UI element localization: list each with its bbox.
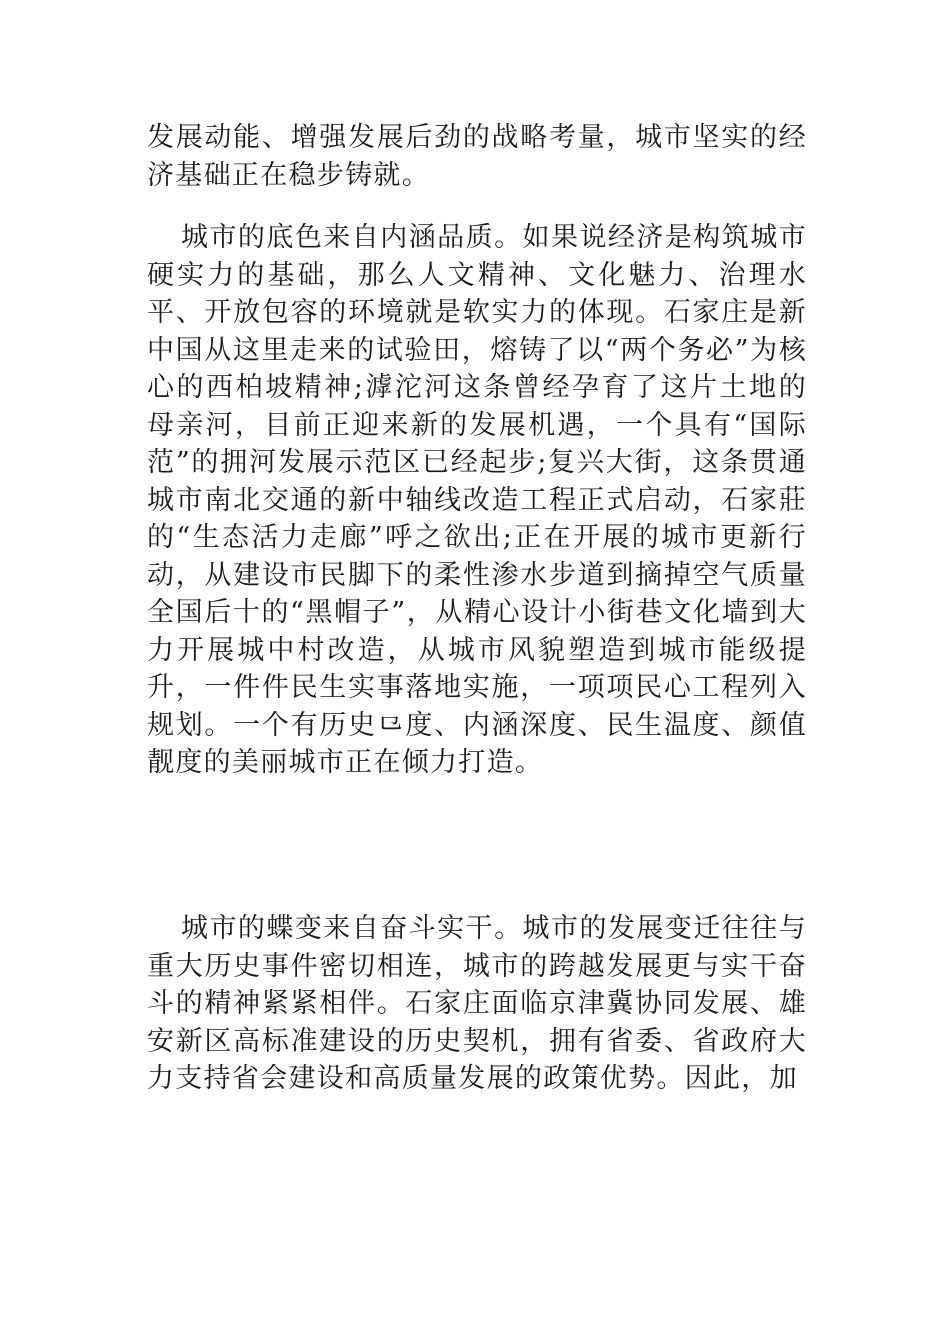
- paragraph-city-character: 城市的底色来自内涵品质。如果说经济是构筑城市硬实力的基础，那么人文精神、文化魅力、治理水平、开放包容的环境就是软实力的体现。石家庄是新中国从这里走来的试验田，熔铸了以“两个务必”为核心的西柏坡精神;滹沱河这条曾经孕育了这片土地的母亲河，目前正迎来新的发展机遇，一个具有“国际范”的拥河发展示范区已经起步;复兴大街，这条贯通城市南北交通的新中轴线改造工程正式启动，石家莊的“生态活力走廊”呼之欲出;正在开展的城市更新行动，从建设市民脚下的柔性渗水步道到摘掉空气质量全国后十的“黑帽子”，从精心设计小街巷文化墙到大力开展城中村改造，从城市风貌塑造到城市能级提升，一件件民生实事落地实施，一项项民心工程列入规划。一个有历史⺋度、内涵深度、民生温度、颜值靓度的美丽城市正在倾力打造。: [147, 222, 807, 778]
- paragraph-economic-foundation: 发展动能、增强发展后劲的战略考量，城市坚实的经济基础正在稳步铸就。: [147, 122, 807, 191]
- paragraph-city-transformation: 城市的蝶变来自奋斗实干。城市的发展变迁往往与重大历史事件密切相连，城市的跨越发展更与实干奋斗的精神紧紧相伴。石家庄面临京津冀协同发展、雄安新区高标准建设的历史契机，拥有省委、省政府大力支持省会建设和高质量发展的政策优势。因此，加: [147, 913, 807, 1094]
